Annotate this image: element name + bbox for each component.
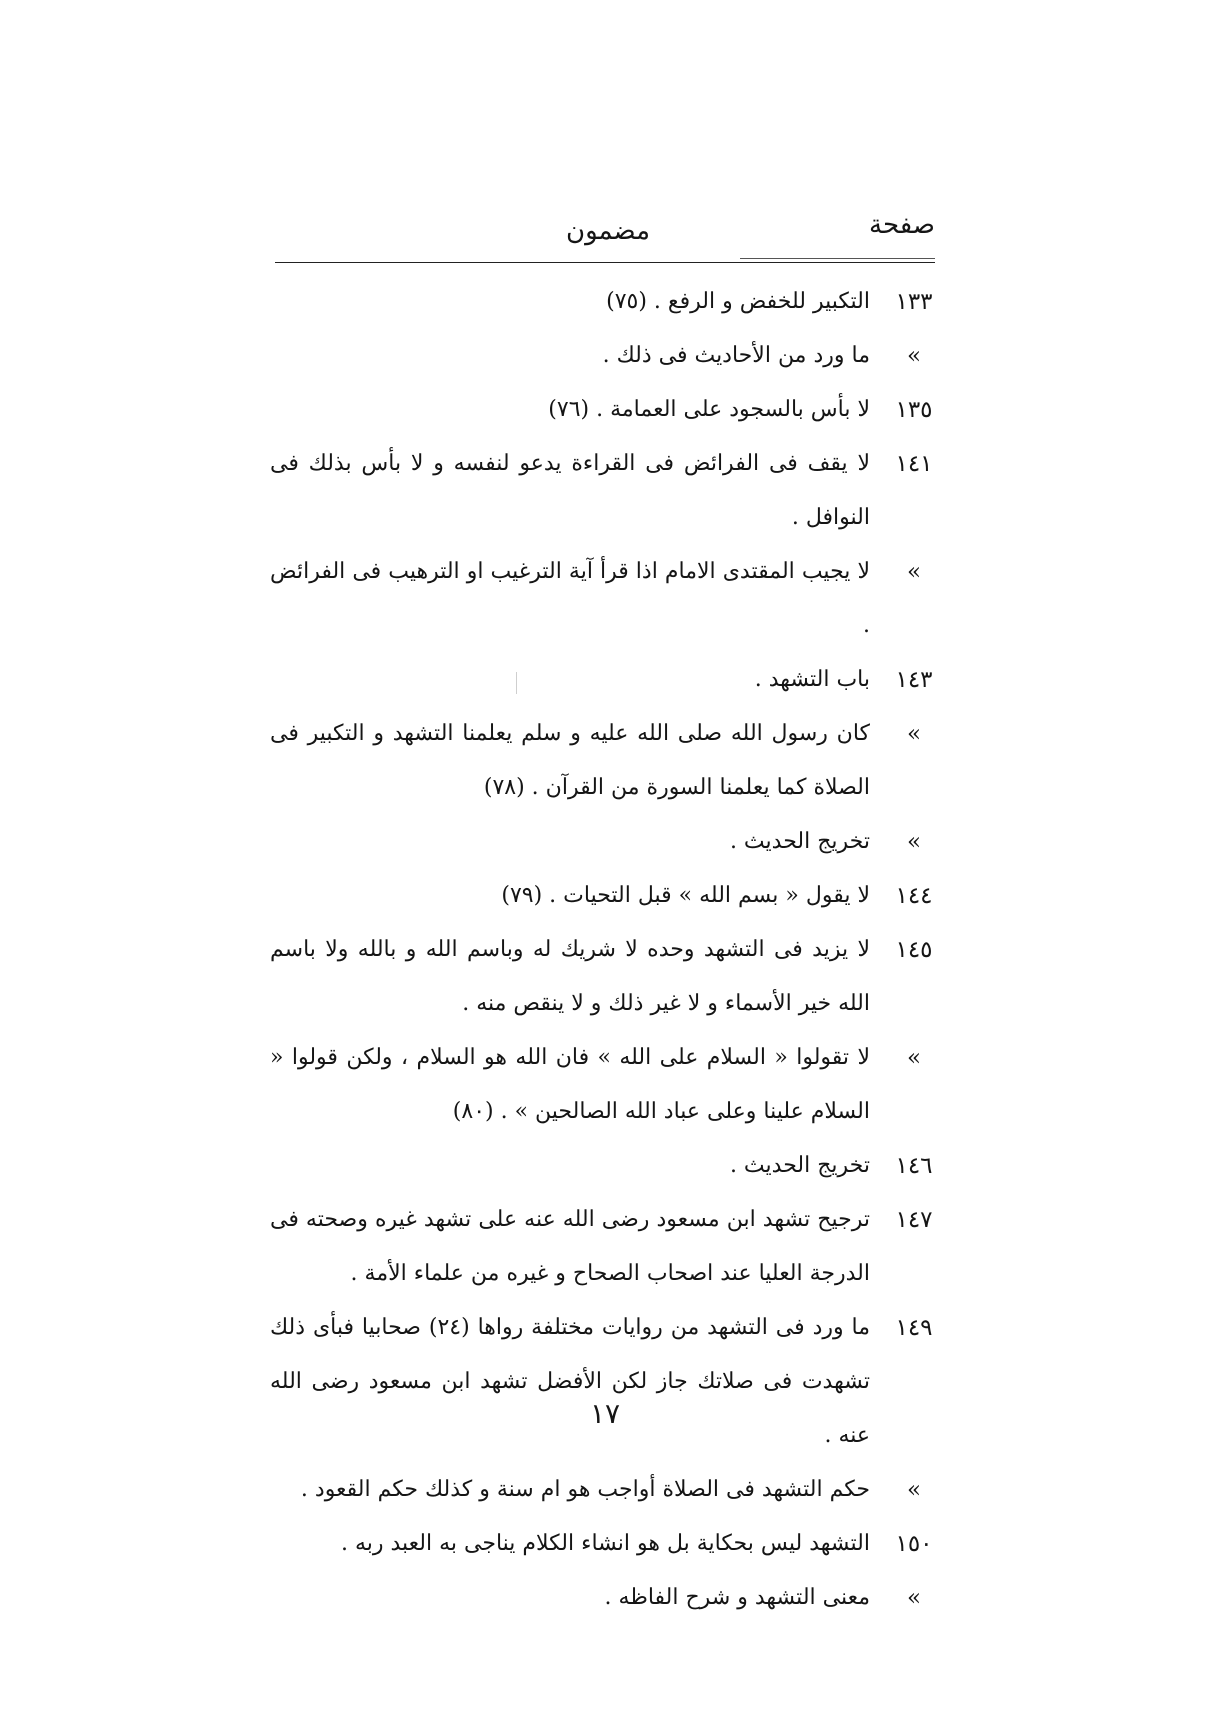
header-divider — [275, 262, 935, 263]
entry-page-number: ١٣٥ — [895, 397, 933, 423]
entry-page-number: ١٤٧ — [895, 1207, 933, 1233]
entry-page-number: » — [906, 559, 922, 585]
entry-text: التشهد ليس بحكاية بل هو انشاء الكلام يناجى به العبد ربه . — [340, 1531, 870, 1556]
entry-text: معنى التشهد و شرح الفاظه . — [604, 1585, 870, 1610]
entry-text: لا تقولوا « السلام على الله » فان الله هو السلام ، ولكن قولوا « السلام علينا وعلى عباد الله الصالحين » . (٨٠) — [270, 1045, 870, 1124]
list-item — [270, 1193, 940, 1301]
entry-page-number: » — [906, 1045, 922, 1071]
entry-page-number: » — [906, 1477, 922, 1503]
list-item — [270, 869, 940, 923]
table-header — [275, 210, 935, 260]
entry-text: ما ورد من الأحاديث فى ذلك . — [602, 343, 870, 368]
entry-page-number: ١٤٦ — [895, 1153, 933, 1179]
header-divider-accent — [740, 258, 935, 259]
entry-text: لا يجيب المقتدى الامام اذا قرأ آية الترغيب او الترهيب فى الفرائض . — [270, 559, 870, 638]
list-item — [270, 815, 940, 869]
entry-text: ما ورد فى التشهد من روايات مختلفة رواها (٢٤) صحابيا فبأى ذلك تشهدت فى صلاتك جاز لكن الأفضل تشهد ابن مسعود رضى الله عنه . — [270, 1315, 871, 1448]
page-column-heading: صفحة — [869, 210, 935, 240]
entry-text: لا بأس بالسجود على العمامة . (٧٦) — [548, 397, 870, 422]
entry-text: التكبير للخفض و الرفع . (٧٥) — [606, 289, 870, 314]
entry-text: لا يقول « بسم الله » قبل التحيات . (٧٩) — [501, 883, 870, 908]
entry-page-number: ١٤٥ — [895, 937, 933, 963]
list-item — [270, 275, 940, 329]
list-item — [270, 329, 940, 383]
entry-page-number: ١٤٣ — [895, 667, 933, 693]
entry-text: تخريج الحديث . — [729, 1153, 870, 1178]
list-item — [270, 437, 940, 545]
entry-text: باب التشهد . — [754, 667, 870, 692]
entry-page-number: » — [906, 721, 922, 747]
list-item — [270, 653, 940, 707]
entry-page-number: » — [906, 343, 922, 369]
list-item — [270, 707, 940, 815]
list-item — [270, 383, 940, 437]
list-item — [270, 1571, 940, 1625]
scan-speck — [516, 672, 517, 694]
entry-page-number: ١٤٩ — [895, 1315, 933, 1341]
entry-page-number: ١٤٤ — [895, 883, 933, 909]
list-item — [270, 1463, 940, 1517]
entry-text: لا يزيد فى التشهد وحده لا شريك له وباسم الله و بالله ولا باسم الله خير الأسماء و لا غير ذلك و لا ينقص منه . — [270, 937, 870, 1016]
entry-text: حكم التشهد فى الصلاة أواجب هو ام سنة و كذلك حكم القعود . — [300, 1477, 870, 1502]
entry-page-number: » — [906, 829, 922, 855]
entry-page-number: ١٣٣ — [895, 289, 933, 315]
entry-text: تخريج الحديث . — [729, 829, 870, 854]
list-item — [270, 923, 940, 1031]
entry-text: لا يقف فى الفرائض فى القراءة يدعو لنفسه و لا بأس بذلك فى النوافل . — [270, 451, 870, 530]
list-item — [270, 1301, 940, 1463]
content-column-heading: مضمون — [565, 216, 650, 246]
entry-page-number: » — [906, 1585, 922, 1611]
entry-text: ترجيح تشهد ابن مسعود رضى الله عنه على تشهد غيره وصحته فى الدرجة العليا عند اصحاب الصحاح و غيره من علماء الأمة . — [270, 1207, 870, 1286]
list-item — [270, 1517, 940, 1571]
entry-text: كان رسول الله صلى الله عليه و سلم يعلمنا التشهد و التكبير فى الصلاة كما يعلمنا السورة من القرآن . (٧٨) — [270, 721, 870, 800]
list-item — [270, 1031, 940, 1139]
page-number: ١٧ — [590, 1397, 621, 1430]
entry-page-number: ١٤١ — [895, 451, 933, 477]
entry-page-number: ١٥٠ — [895, 1531, 933, 1557]
list-item — [270, 545, 940, 653]
list-item — [270, 1139, 940, 1193]
